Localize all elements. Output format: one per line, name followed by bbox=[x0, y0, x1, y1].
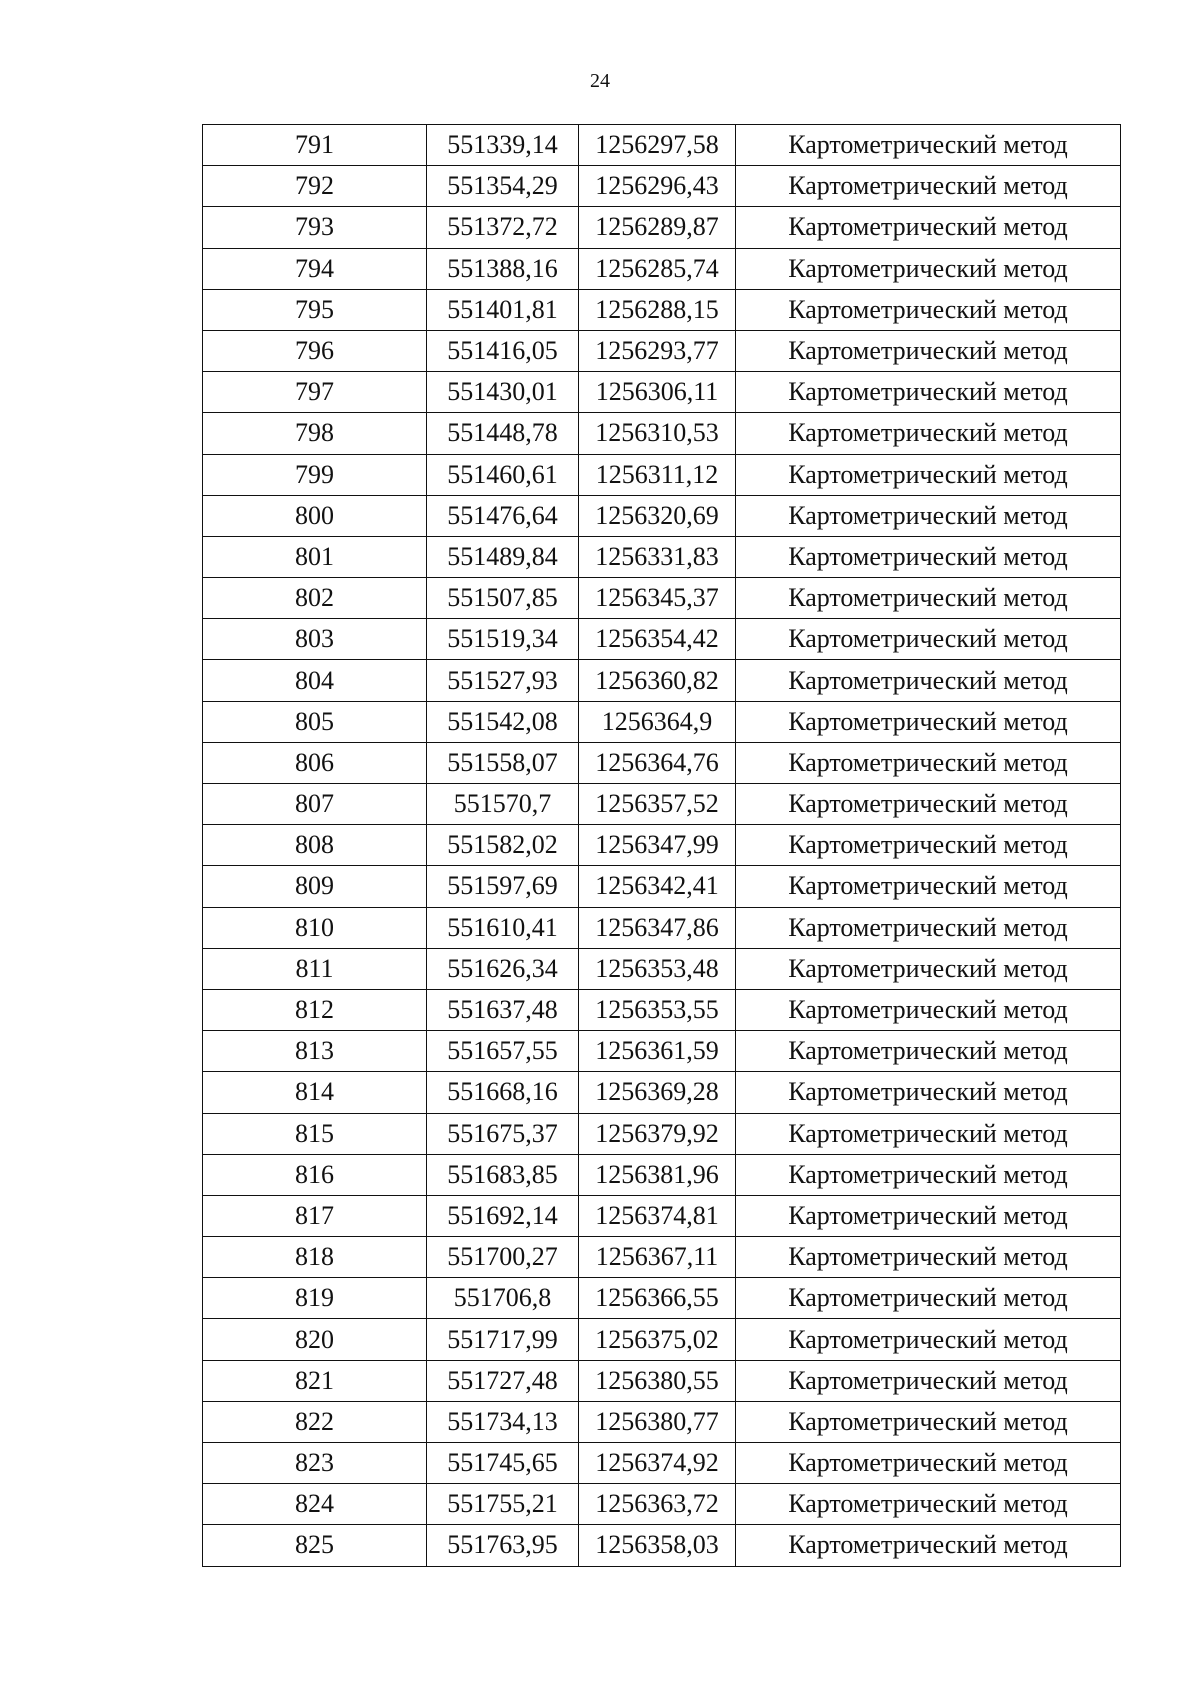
point-number-cell: 821 bbox=[203, 1360, 427, 1401]
y-coordinate-cell: 1256360,82 bbox=[579, 660, 736, 701]
method-cell: Картометрический метод bbox=[736, 536, 1121, 577]
method-cell: Картометрический метод bbox=[736, 948, 1121, 989]
x-coordinate-cell: 551637,48 bbox=[427, 989, 579, 1030]
method-cell: Картометрический метод bbox=[736, 1319, 1121, 1360]
x-coordinate-cell: 551476,64 bbox=[427, 495, 579, 536]
x-coordinate-cell: 551570,7 bbox=[427, 784, 579, 825]
y-coordinate-cell: 1256345,37 bbox=[579, 578, 736, 619]
y-coordinate-cell: 1256353,48 bbox=[579, 948, 736, 989]
point-number-cell: 791 bbox=[203, 125, 427, 166]
point-number-cell: 811 bbox=[203, 948, 427, 989]
x-coordinate-cell: 551416,05 bbox=[427, 330, 579, 371]
x-coordinate-cell: 551683,85 bbox=[427, 1154, 579, 1195]
table-row bbox=[203, 1360, 1121, 1401]
x-coordinate-cell: 551734,13 bbox=[427, 1401, 579, 1442]
point-number-cell: 794 bbox=[203, 248, 427, 289]
x-coordinate-cell: 551401,81 bbox=[427, 289, 579, 330]
y-coordinate-cell: 1256342,41 bbox=[579, 866, 736, 907]
page-number: 24 bbox=[590, 70, 610, 92]
table-row bbox=[203, 454, 1121, 495]
method-cell: Картометрический метод bbox=[736, 660, 1121, 701]
method-cell: Картометрический метод bbox=[736, 413, 1121, 454]
point-number-cell: 793 bbox=[203, 207, 427, 248]
x-coordinate-cell: 551388,16 bbox=[427, 248, 579, 289]
x-coordinate-cell: 551542,08 bbox=[427, 701, 579, 742]
x-coordinate-cell: 551430,01 bbox=[427, 372, 579, 413]
method-cell: Картометрический метод bbox=[736, 989, 1121, 1030]
table-row bbox=[203, 578, 1121, 619]
method-cell: Картометрический метод bbox=[736, 1154, 1121, 1195]
table-row bbox=[203, 372, 1121, 413]
y-coordinate-cell: 1256358,03 bbox=[579, 1525, 736, 1566]
point-number-cell: 813 bbox=[203, 1031, 427, 1072]
table-row bbox=[203, 948, 1121, 989]
method-cell: Картометрический метод bbox=[736, 578, 1121, 619]
y-coordinate-cell: 1256353,55 bbox=[579, 989, 736, 1030]
x-coordinate-cell: 551507,85 bbox=[427, 578, 579, 619]
table-row bbox=[203, 413, 1121, 454]
point-number-cell: 806 bbox=[203, 742, 427, 783]
method-cell: Картометрический метод bbox=[736, 495, 1121, 536]
coordinates-table bbox=[202, 124, 1121, 1567]
method-cell: Картометрический метод bbox=[736, 248, 1121, 289]
x-coordinate-cell: 551610,41 bbox=[427, 907, 579, 948]
point-number-cell: 814 bbox=[203, 1072, 427, 1113]
x-coordinate-cell: 551448,78 bbox=[427, 413, 579, 454]
method-cell: Картометрический метод bbox=[736, 1484, 1121, 1525]
x-coordinate-cell: 551745,65 bbox=[427, 1443, 579, 1484]
x-coordinate-cell: 551717,99 bbox=[427, 1319, 579, 1360]
y-coordinate-cell: 1256311,12 bbox=[579, 454, 736, 495]
y-coordinate-cell: 1256320,69 bbox=[579, 495, 736, 536]
point-number-cell: 808 bbox=[203, 825, 427, 866]
y-coordinate-cell: 1256288,15 bbox=[579, 289, 736, 330]
method-cell: Картометрический метод bbox=[736, 866, 1121, 907]
method-cell: Картометрический метод bbox=[736, 825, 1121, 866]
method-cell: Картометрический метод bbox=[736, 1072, 1121, 1113]
point-number-cell: 816 bbox=[203, 1154, 427, 1195]
x-coordinate-cell: 551519,34 bbox=[427, 619, 579, 660]
point-number-cell: 798 bbox=[203, 413, 427, 454]
x-coordinate-cell: 551755,21 bbox=[427, 1484, 579, 1525]
method-cell: Картометрический метод bbox=[736, 1113, 1121, 1154]
x-coordinate-cell: 551668,16 bbox=[427, 1072, 579, 1113]
y-coordinate-cell: 1256347,99 bbox=[579, 825, 736, 866]
y-coordinate-cell: 1256369,28 bbox=[579, 1072, 736, 1113]
x-coordinate-cell: 551700,27 bbox=[427, 1237, 579, 1278]
method-cell: Картометрический метод bbox=[736, 701, 1121, 742]
x-coordinate-cell: 551727,48 bbox=[427, 1360, 579, 1401]
point-number-cell: 797 bbox=[203, 372, 427, 413]
x-coordinate-cell: 551372,72 bbox=[427, 207, 579, 248]
method-cell: Картометрический метод bbox=[736, 784, 1121, 825]
table-row bbox=[203, 1525, 1121, 1566]
point-number-cell: 823 bbox=[203, 1443, 427, 1484]
y-coordinate-cell: 1256379,92 bbox=[579, 1113, 736, 1154]
x-coordinate-cell: 551597,69 bbox=[427, 866, 579, 907]
table-row bbox=[203, 1401, 1121, 1442]
y-coordinate-cell: 1256364,9 bbox=[579, 701, 736, 742]
point-number-cell: 818 bbox=[203, 1237, 427, 1278]
table-row bbox=[203, 495, 1121, 536]
method-cell: Картометрический метод bbox=[736, 207, 1121, 248]
x-coordinate-cell: 551692,14 bbox=[427, 1195, 579, 1236]
y-coordinate-cell: 1256380,77 bbox=[579, 1401, 736, 1442]
x-coordinate-cell: 551339,14 bbox=[427, 125, 579, 166]
point-number-cell: 796 bbox=[203, 330, 427, 371]
point-number-cell: 824 bbox=[203, 1484, 427, 1525]
x-coordinate-cell: 551489,84 bbox=[427, 536, 579, 577]
method-cell: Картометрический метод bbox=[736, 1525, 1121, 1566]
y-coordinate-cell: 1256374,81 bbox=[579, 1195, 736, 1236]
coordinates-table-body bbox=[203, 125, 1121, 1567]
point-number-cell: 804 bbox=[203, 660, 427, 701]
table-row bbox=[203, 1072, 1121, 1113]
y-coordinate-cell: 1256363,72 bbox=[579, 1484, 736, 1525]
y-coordinate-cell: 1256347,86 bbox=[579, 907, 736, 948]
table-row bbox=[203, 125, 1121, 166]
table-row bbox=[203, 1031, 1121, 1072]
method-cell: Картометрический метод bbox=[736, 1278, 1121, 1319]
point-number-cell: 817 bbox=[203, 1195, 427, 1236]
y-coordinate-cell: 1256354,42 bbox=[579, 619, 736, 660]
y-coordinate-cell: 1256331,83 bbox=[579, 536, 736, 577]
table-row bbox=[203, 1113, 1121, 1154]
y-coordinate-cell: 1256381,96 bbox=[579, 1154, 736, 1195]
point-number-cell: 810 bbox=[203, 907, 427, 948]
point-number-cell: 805 bbox=[203, 701, 427, 742]
y-coordinate-cell: 1256367,11 bbox=[579, 1237, 736, 1278]
method-cell: Картометрический метод bbox=[736, 330, 1121, 371]
x-coordinate-cell: 551626,34 bbox=[427, 948, 579, 989]
point-number-cell: 822 bbox=[203, 1401, 427, 1442]
point-number-cell: 799 bbox=[203, 454, 427, 495]
x-coordinate-cell: 551763,95 bbox=[427, 1525, 579, 1566]
point-number-cell: 809 bbox=[203, 866, 427, 907]
y-coordinate-cell: 1256289,87 bbox=[579, 207, 736, 248]
point-number-cell: 792 bbox=[203, 166, 427, 207]
y-coordinate-cell: 1256296,43 bbox=[579, 166, 736, 207]
point-number-cell: 819 bbox=[203, 1278, 427, 1319]
x-coordinate-cell: 551657,55 bbox=[427, 1031, 579, 1072]
y-coordinate-cell: 1256364,76 bbox=[579, 742, 736, 783]
method-cell: Картометрический метод bbox=[736, 1443, 1121, 1484]
table-row bbox=[203, 166, 1121, 207]
method-cell: Картометрический метод bbox=[736, 372, 1121, 413]
table-row bbox=[203, 742, 1121, 783]
table-row bbox=[203, 248, 1121, 289]
y-coordinate-cell: 1256361,59 bbox=[579, 1031, 736, 1072]
y-coordinate-cell: 1256380,55 bbox=[579, 1360, 736, 1401]
table-row bbox=[203, 536, 1121, 577]
table-row bbox=[203, 1195, 1121, 1236]
point-number-cell: 803 bbox=[203, 619, 427, 660]
table-row bbox=[203, 660, 1121, 701]
point-number-cell: 820 bbox=[203, 1319, 427, 1360]
table-row bbox=[203, 207, 1121, 248]
table-row bbox=[203, 989, 1121, 1030]
table-row bbox=[203, 784, 1121, 825]
point-number-cell: 812 bbox=[203, 989, 427, 1030]
point-number-cell: 825 bbox=[203, 1525, 427, 1566]
table-row bbox=[203, 907, 1121, 948]
method-cell: Картометрический метод bbox=[736, 619, 1121, 660]
y-coordinate-cell: 1256285,74 bbox=[579, 248, 736, 289]
x-coordinate-cell: 551675,37 bbox=[427, 1113, 579, 1154]
y-coordinate-cell: 1256357,52 bbox=[579, 784, 736, 825]
x-coordinate-cell: 551558,07 bbox=[427, 742, 579, 783]
table-row bbox=[203, 1154, 1121, 1195]
table-row bbox=[203, 825, 1121, 866]
point-number-cell: 815 bbox=[203, 1113, 427, 1154]
point-number-cell: 801 bbox=[203, 536, 427, 577]
table-row bbox=[203, 1484, 1121, 1525]
method-cell: Картометрический метод bbox=[736, 454, 1121, 495]
table-row bbox=[203, 289, 1121, 330]
y-coordinate-cell: 1256375,02 bbox=[579, 1319, 736, 1360]
x-coordinate-cell: 551354,29 bbox=[427, 166, 579, 207]
table-row bbox=[203, 619, 1121, 660]
method-cell: Картометрический метод bbox=[736, 289, 1121, 330]
y-coordinate-cell: 1256374,92 bbox=[579, 1443, 736, 1484]
point-number-cell: 795 bbox=[203, 289, 427, 330]
y-coordinate-cell: 1256306,11 bbox=[579, 372, 736, 413]
method-cell: Картометрический метод bbox=[736, 166, 1121, 207]
y-coordinate-cell: 1256366,55 bbox=[579, 1278, 736, 1319]
method-cell: Картометрический метод bbox=[736, 742, 1121, 783]
method-cell: Картометрический метод bbox=[736, 1401, 1121, 1442]
method-cell: Картометрический метод bbox=[736, 1360, 1121, 1401]
point-number-cell: 802 bbox=[203, 578, 427, 619]
method-cell: Картометрический метод bbox=[736, 1031, 1121, 1072]
point-number-cell: 807 bbox=[203, 784, 427, 825]
y-coordinate-cell: 1256297,58 bbox=[579, 125, 736, 166]
table-row bbox=[203, 1237, 1121, 1278]
table-row bbox=[203, 1278, 1121, 1319]
table-row bbox=[203, 701, 1121, 742]
method-cell: Картометрический метод bbox=[736, 1195, 1121, 1236]
table-row bbox=[203, 1443, 1121, 1484]
y-coordinate-cell: 1256293,77 bbox=[579, 330, 736, 371]
table-row bbox=[203, 1319, 1121, 1360]
table-row bbox=[203, 330, 1121, 371]
method-cell: Картометрический метод bbox=[736, 907, 1121, 948]
x-coordinate-cell: 551582,02 bbox=[427, 825, 579, 866]
table-row bbox=[203, 866, 1121, 907]
method-cell: Картометрический метод bbox=[736, 125, 1121, 166]
point-number-cell: 800 bbox=[203, 495, 427, 536]
method-cell: Картометрический метод bbox=[736, 1237, 1121, 1278]
y-coordinate-cell: 1256310,53 bbox=[579, 413, 736, 454]
x-coordinate-cell: 551460,61 bbox=[427, 454, 579, 495]
x-coordinate-cell: 551706,8 bbox=[427, 1278, 579, 1319]
x-coordinate-cell: 551527,93 bbox=[427, 660, 579, 701]
